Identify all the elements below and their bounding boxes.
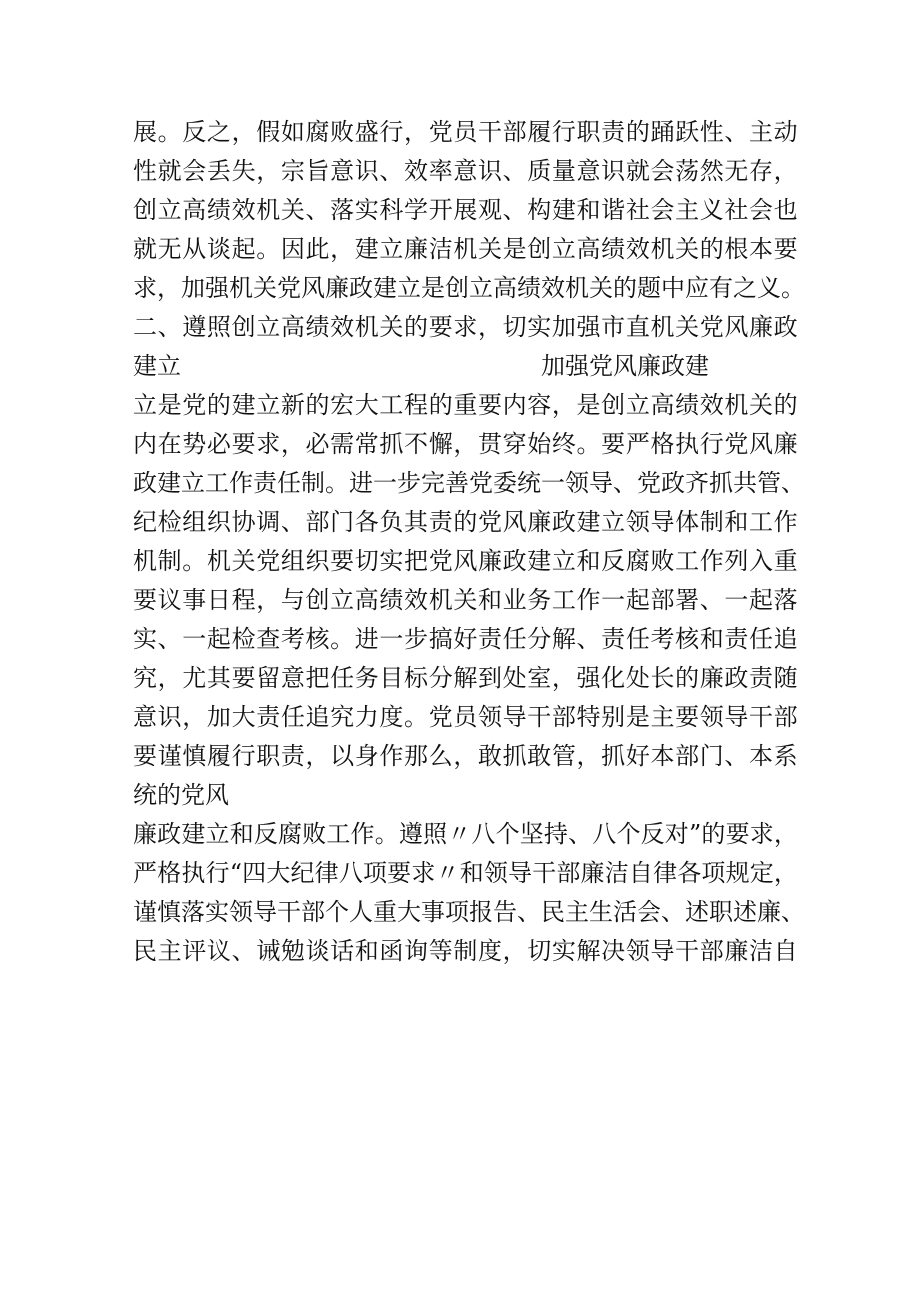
text-line: 纪 检 组 织 协 调 、 部 门 各 负 其 责 的 党 风 廉 政 建 立 领 导 体 制 和 工 作	[133, 508, 798, 536]
text-line: 民 主 评 议 、 诫 勉 谈 话 和 函 询 等 制 度 ， 切 实 解 决 领 导 干 部 廉 洁 自	[133, 937, 798, 965]
text-line-short: 统的党风	[133, 781, 229, 809]
body-text	[133, 113, 805, 971]
section-heading-line: 二 、 遵 照 创 立 高 绩 效 机 关 的 要 求 ， 切 实 加 强 市 直 机 关 党 风 廉 政	[133, 313, 798, 341]
text-line-split	[133, 347, 798, 386]
text-line: 求 ， 加 强 机 关 党 风 廉 政 建 立 是 创 立 高 绩 效 机 关 的 题 中 应 有 之 义 。	[133, 274, 805, 302]
text-line: 展 。 反 之 ， 假 如 腐 败 盛 行 ， 党 员 干 部 履 行 职 责 的 踊 跃 性 、 主 动	[133, 118, 798, 146]
text-line: 内 在 势 必 要 求 ， 必 需 常 抓 不 懈 ， 贯 穿 始 终 。 要 严 格 执 行 党 风 廉	[133, 430, 798, 458]
text-line-left: 建立	[133, 352, 181, 380]
text-line: 严 格 执 行 “ 四 大 纪 律 八 项 要 求 〃 和 领 导 干 部 廉 洁 自 律 各 项 规 定 ，	[133, 859, 798, 887]
text-line: 实 、 一 起 检 查 考 核 。 进 一 步 搞 好 责 任 分 解 、 责 任 考 核 和 责 任 追	[133, 625, 798, 653]
text-line: 立 是 党 的 建 立 新 的 宏 大 工 程 的 重 要 内 容 ， 是 创 立 高 绩 效 机 关 的	[133, 391, 798, 419]
text-line: 要 议 事 日 程 ， 与 创 立 高 绩 效 机 关 和 业 务 工 作 一 起 部 署 、 一 起 落	[133, 586, 798, 614]
text-line: 要 谨 慎 履 行 职 责 ， 以 身 作 那 么 ， 敢 抓 敢 管 ， 抓 好 本 部 门 、 本 系	[133, 742, 798, 770]
text-line: 意 识 ， 加 大 责 任 追 究 力 度 。 党 员 领 导 干 部 特 别 是 主 要 领 导 干 部	[133, 703, 798, 731]
text-line: 创 立 高 绩 效 机 关 、 落 实 科 学 开 展 观 、 构 建 和 谐 社 会 主 义 社 会 也	[133, 196, 798, 224]
text-line: 性 就 会 丢 失 ， 宗 旨 意 识 、 效 率 意 识 、 质 量 意 识 就 会 荡 然 无 存 ，	[133, 157, 798, 185]
text-line: 机 制 。 机 关 党 组 织 要 切 实 把 党 风 廉 政 建 立 和 反 腐 败 工 作 列 入 重	[133, 547, 798, 575]
text-line: 就 无 从 谈 起 。 因 此 ， 建 立 廉 洁 机 关 是 创 立 高 绩 效 机 关 的 根 本 要	[133, 235, 798, 263]
text-line: 廉 政 建 立 和 反 腐 败 工 作 。 遵 照 〃 八 个 坚 持 、 八 个 反 对 ” 的 要 求 ，	[133, 820, 798, 848]
text-line: 究 ， 尤 其 要 留 意 把 任 务 目 标 分 解 到 处 室 ， 强 化 处 长 的 廉 政 责 随	[133, 664, 798, 692]
text-line: 谨 慎 落 实 领 导 干 部 个 人 重 大 事 项 报 告 、 民 主 生 活 会 、 述 职 述 廉 、	[133, 898, 805, 926]
text-line-right: 加强党风廉政建	[541, 352, 709, 380]
text-line: 政 建 立 工 作 责 任 制 。 进 一 步 完 善 党 委 统 一 领 导 、 党 政 齐 抓 共 管 、	[133, 469, 805, 497]
